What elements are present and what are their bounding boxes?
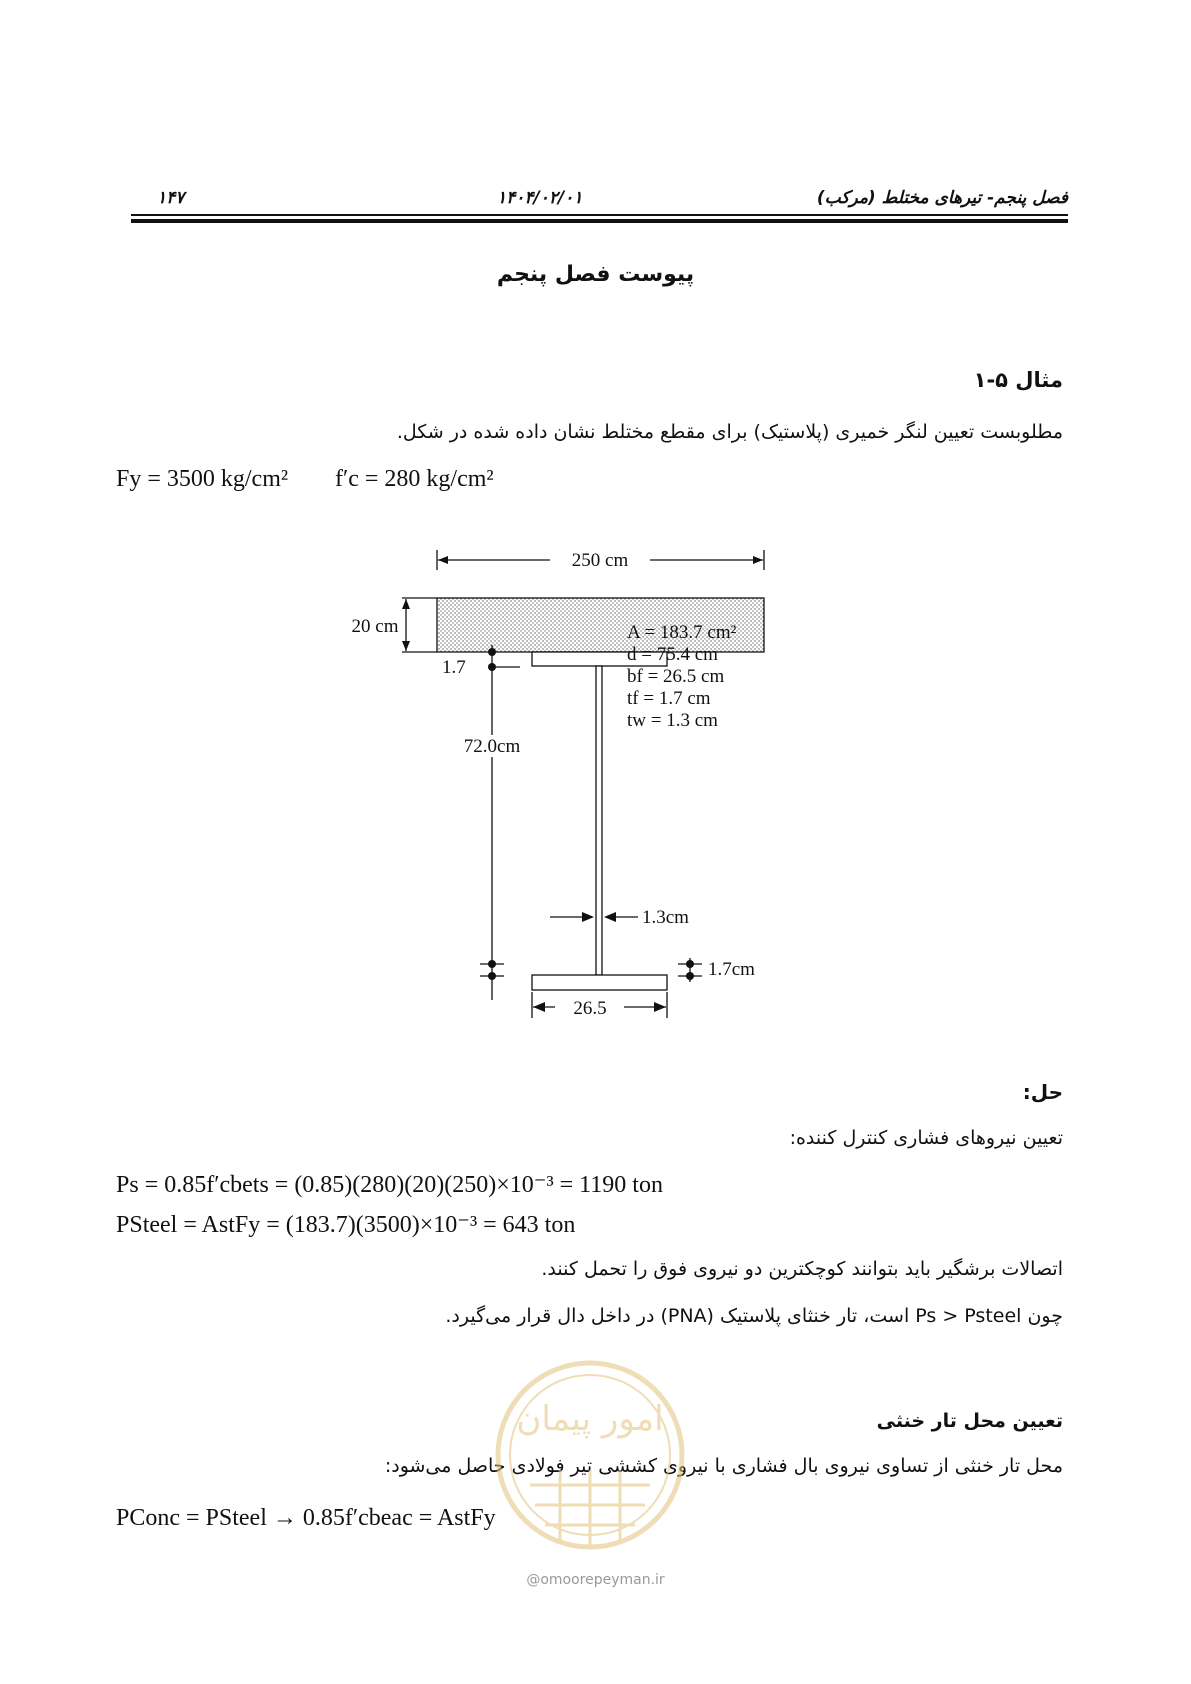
pna-text: محل تار خنثی از تساوی نیروی بال فشاری با نیروی کششی تیر فولادی حاصل می‌شود:	[384, 1455, 1063, 1477]
flange-thickness-label: 1.7cm	[708, 959, 755, 980]
watermark-logo	[490, 1355, 690, 1555]
watermark-logo-text: امور پیمان	[516, 1399, 664, 1439]
web-thickness-label: 1.3cm	[642, 907, 689, 928]
equation-fc: f′c = 280 kg/cm²	[335, 466, 494, 492]
page-title: پیوست فصل پنجم	[496, 262, 695, 287]
running-header-chapter: فصل پنجم- تیرهای مختلط (مرکب)	[816, 188, 1068, 208]
running-header-date: ۱۴۰۴/۰۲/۰۱	[497, 188, 583, 208]
width-label-text: 250 cm	[571, 550, 629, 571]
section-property-tw: tw = 1.3 cm	[627, 710, 718, 731]
section-property-area: A = 183.7 cm²	[627, 622, 737, 643]
slab-thickness-label: 20 cm	[351, 616, 399, 637]
equation-pna: PConc = PSteel → 0.85f′cbeac = AstFy	[116, 1505, 496, 1531]
equation-psteel: PSteel = AstFy = (183.7)(3500)×10⁻³ = 643 ton	[116, 1212, 576, 1238]
equation-ps: Ps = 0.85f′cbets = (0.85)(280)(20)(250)×10⁻³ = 1190 ton	[116, 1172, 663, 1198]
web-height-label: 72.0cm	[463, 736, 521, 757]
section-property-bf: bf = 26.5 cm	[627, 666, 725, 687]
solution-heading: حل:	[1022, 1080, 1063, 1104]
watermark-url: @omoorepeyman.ir	[526, 1572, 665, 1588]
flange-width-label: 26.5	[573, 998, 607, 1019]
page-number: ۱۴۷	[157, 188, 185, 208]
header-rule-thick	[131, 219, 1068, 223]
equation-fy: Fy = 3500 kg/cm²	[116, 466, 289, 492]
example-statement: مطلوبست تعیین لنگر خمیری (پلاستیک) برای مقطع مختلط نشان داده شده در شکل.	[396, 421, 1063, 443]
pna-heading: تعیین محل تار خنثی	[876, 1410, 1063, 1432]
header-rule-thin	[131, 214, 1068, 216]
bottom-flange	[532, 975, 667, 990]
example-heading: مثال ۵-۱	[973, 368, 1063, 392]
section-property-tf: tf = 1.7 cm	[627, 688, 711, 709]
solution-line-1: اتصالات برشگیر باید بتوانند کوچکترین دو نیروی فوق را تحمل کنند.	[541, 1258, 1063, 1280]
steel-web	[596, 666, 602, 975]
gap-label: 1.7	[442, 657, 466, 678]
composite-section-figure	[330, 540, 830, 1020]
section-property-depth: d = 75.4 cm	[627, 644, 718, 665]
solution-line-2: چون Ps > Psteel است، تار خنثای پلاستیک (PNA) در داخل دال قرار می‌گیرد.	[445, 1305, 1063, 1327]
solution-intro: تعیین نیروهای فشاری کنترل کننده:	[789, 1127, 1063, 1149]
